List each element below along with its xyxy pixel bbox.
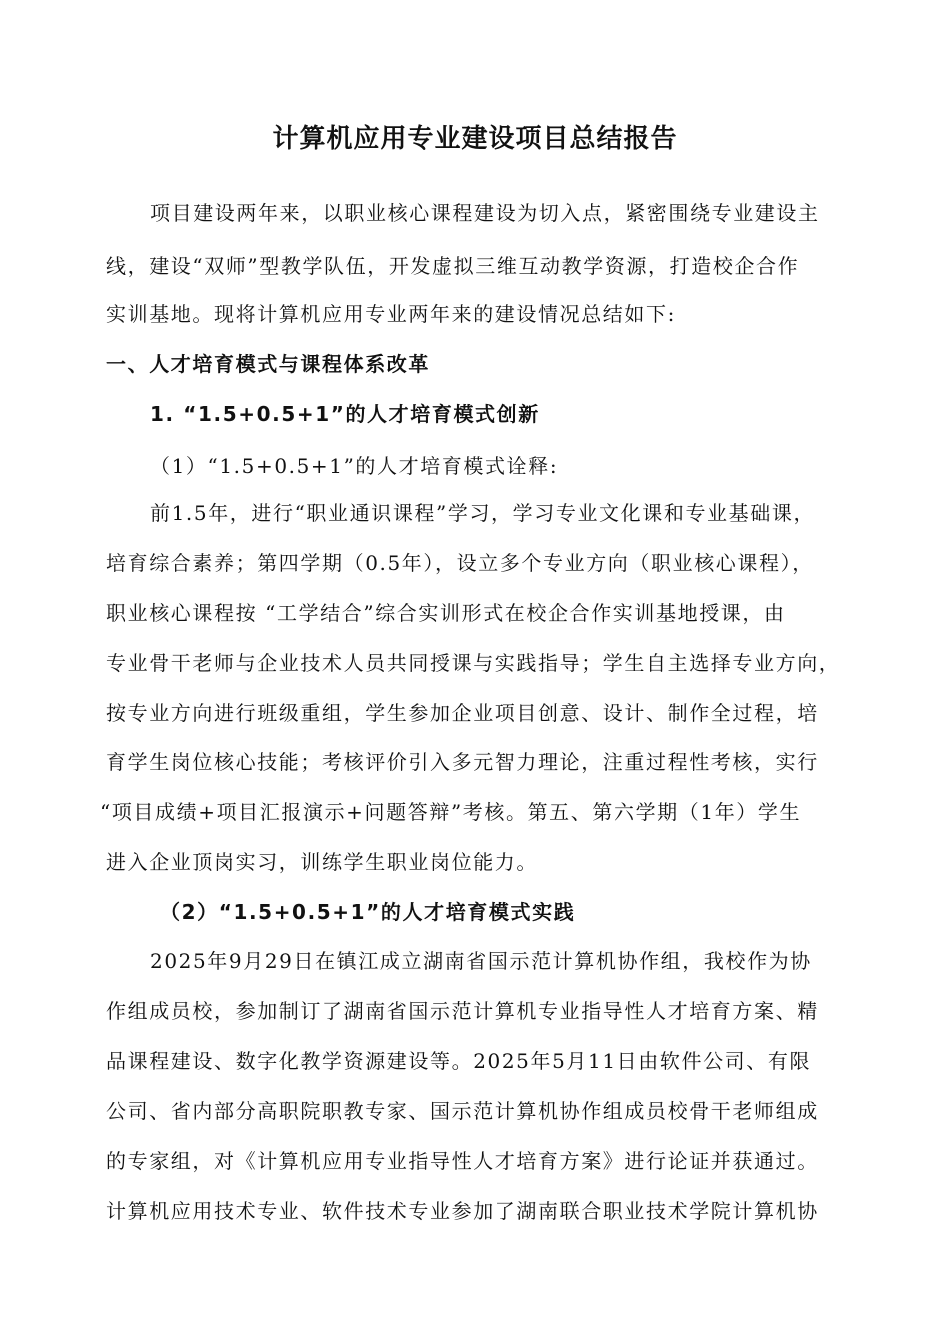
intro-line-1: 项目建设两年来，以职业核心课程建设为切入点，紧密围绕专业建设主 <box>150 201 820 225</box>
intro-line-3: 实训基地。现将计算机应用专业两年来的建设情况总结如下: <box>106 302 676 326</box>
item1-line-5: 按专业方向进行班级重组，学生参加企业项目创意、设计、制作全过程，培 <box>106 701 819 725</box>
item2-line-4: 公司、省内部分高职院职教专家、国示范计算机协作组成员校骨干老师组成 <box>106 1099 819 1123</box>
item1-line-2: 培育综合素养；第四学期（0.5年），设立多个专业方向（职业核心课程）， <box>106 551 814 575</box>
item1-line-8: 进入企业顶岗实习，训练学生职业岗位能力。 <box>106 850 538 874</box>
item2-line-1: 2025年9月29日在镇江成立湖南省国示范计算机协作组，我校作为协 <box>150 949 812 973</box>
item2-line-6: 计算机应用技术专业、软件技术专业参加了湖南联合职业技术学院计算机协 <box>106 1199 819 1223</box>
item1-line-4: 专业骨干老师与企业技术人员共同授课与实践指导；学生自主选择专业方向， <box>106 651 841 675</box>
item1-line-1: 前1.5年，进行“职业通识课程”学习，学习专业文化课和专业基础课， <box>150 501 816 525</box>
section-heading: 一、人才培育模式与课程体系改革 <box>106 352 430 376</box>
item2-line-5: 的专家组，对《计算机应用专业指导性人才培育方案》进行论证并获通过。 <box>106 1149 819 1173</box>
item2-line-3: 品课程建设、数字化教学资源建设等。2025年5月11日由软件公司、有限 <box>106 1049 812 1073</box>
item2-heading: （2）“1.5+0.5+1”的人才培育模式实践 <box>160 900 576 924</box>
item2-line-2: 作组成员校，参加制订了湖南省国示范计算机专业指导性人才培育方案、精 <box>106 999 819 1023</box>
item1-line-3: 职业核心课程按 “工学结合”综合实训形式在校企合作实训基地授课，由 <box>106 601 786 625</box>
intro-line-2: 线，建设“双师”型教学队伍，开发虚拟三维互动教学资源，打造校企合作 <box>106 254 800 278</box>
item1-line-6: 育学生岗位核心技能；考核评价引入多元智力理论，注重过程性考核，实行 <box>106 750 819 774</box>
item1-heading: （1）“1.5+0.5+1”的人才培育模式诠释: <box>150 454 559 478</box>
item1-line-7: “项目成绩+项目汇报演示+问题答辩”考核。第五、第六学期（1年）学生 <box>100 800 802 824</box>
subsection-heading: 1. “1.5+0.5+1”的人才培育模式创新 <box>150 402 540 426</box>
document-title: 计算机应用专业建设项目总结报告 <box>272 124 678 154</box>
